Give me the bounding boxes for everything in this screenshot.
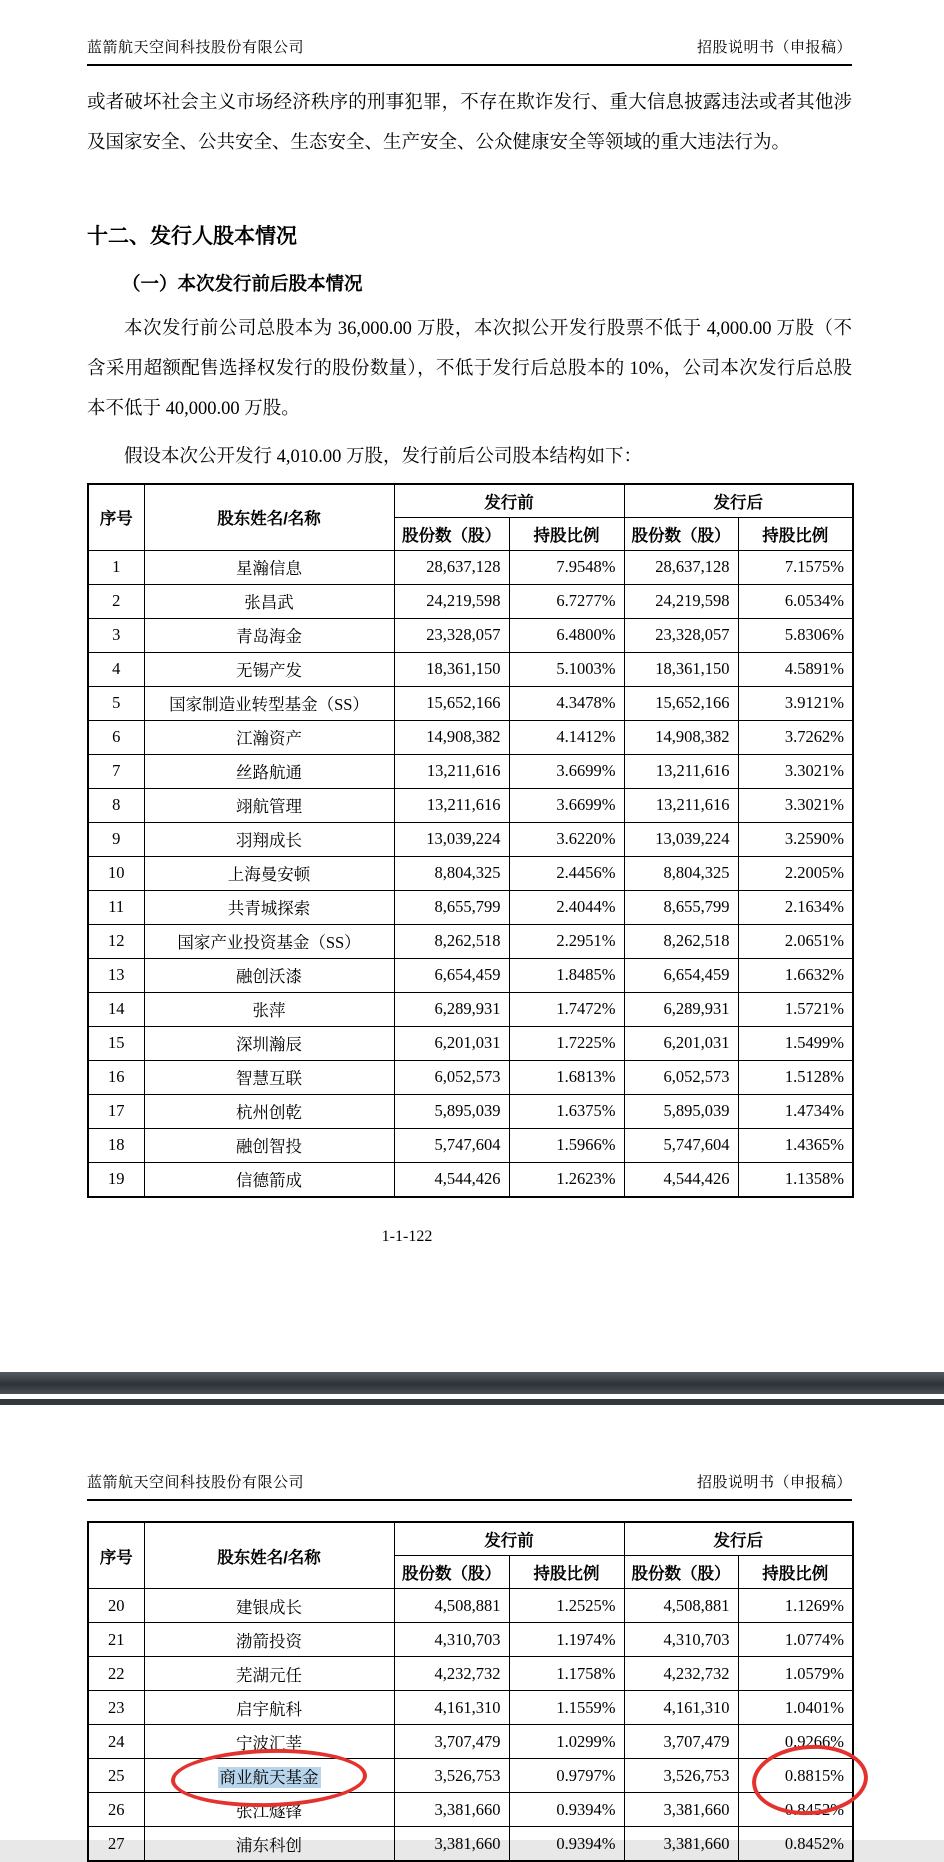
cell-pre-shares: 3,381,660	[394, 1793, 509, 1827]
cell-pre-ratio: 6.7277%	[509, 584, 624, 618]
cell-shareholder-name: 深圳瀚辰	[144, 1026, 394, 1060]
cell-post-ratio: 1.6632%	[738, 958, 853, 992]
cell-pre-ratio: 1.8485%	[509, 958, 624, 992]
cell-shareholder-name: 张江燧锋	[144, 1793, 394, 1827]
cell-post-shares: 23,328,057	[624, 618, 738, 652]
table-row	[88, 924, 853, 958]
cell-post-ratio: 3.3021%	[738, 754, 853, 788]
cell-post-ratio: 2.0651%	[738, 924, 853, 958]
cell-post-shares: 18,361,150	[624, 652, 738, 686]
cell-pre-shares: 8,655,799	[394, 890, 509, 924]
cell-post-shares: 15,652,166	[624, 686, 738, 720]
cell-index: 14	[88, 992, 144, 1026]
cell-shareholder-name: 国家产业投资基金（SS）	[144, 924, 394, 958]
col-header-shareholder: 股东姓名/名称	[144, 1522, 394, 1589]
cell-shareholder-name: 信德箭成	[144, 1162, 394, 1197]
cell-pre-ratio: 1.2623%	[509, 1162, 624, 1197]
cell-pre-ratio: 4.3478%	[509, 686, 624, 720]
cell-index: 18	[88, 1128, 144, 1162]
cell-index: 3	[88, 618, 144, 652]
cell-pre-shares: 8,262,518	[394, 924, 509, 958]
cell-shareholder-name: 星瀚信息	[144, 550, 394, 584]
cell-post-shares: 3,381,660	[624, 1827, 738, 1862]
cell-post-shares: 6,654,459	[624, 958, 738, 992]
table-row	[88, 1026, 853, 1060]
table-row	[88, 1725, 853, 1759]
cell-pre-ratio: 2.4456%	[509, 856, 624, 890]
cell-pre-shares: 18,361,150	[394, 652, 509, 686]
cell-pre-shares: 4,232,732	[394, 1657, 509, 1691]
cell-index: 13	[88, 958, 144, 992]
cell-index: 26	[88, 1793, 144, 1827]
cell-post-shares: 3,707,479	[624, 1725, 738, 1759]
section-title: 十二、发行人股本情况	[87, 224, 297, 248]
col-header-index: 序号	[88, 484, 144, 551]
cell-index: 7	[88, 754, 144, 788]
cell-pre-ratio: 1.2525%	[509, 1589, 624, 1623]
cell-post-ratio: 3.7262%	[738, 720, 853, 754]
col-header-post-ratio: 持股比例	[738, 517, 853, 550]
cell-post-shares: 4,232,732	[624, 1657, 738, 1691]
col-header-pre-ratio: 持股比例	[509, 517, 624, 550]
cell-pre-shares: 6,654,459	[394, 958, 509, 992]
table-row	[88, 1623, 853, 1657]
cell-post-shares: 3,381,660	[624, 1793, 738, 1827]
cell-shareholder-name: 青岛海金	[144, 618, 394, 652]
cell-pre-ratio: 4.1412%	[509, 720, 624, 754]
cell-shareholder-name: 融创智投	[144, 1128, 394, 1162]
cell-index: 17	[88, 1094, 144, 1128]
col-header-pre-issue: 发行前	[394, 484, 624, 518]
cell-index: 1	[88, 550, 144, 584]
cell-shareholder-name: 张萍	[144, 992, 394, 1026]
col-header-shareholder: 股东姓名/名称	[144, 484, 394, 551]
cell-post-ratio: 7.1575%	[738, 550, 853, 584]
cell-index: 5	[88, 686, 144, 720]
col-header-index: 序号	[88, 1522, 144, 1589]
cell-pre-ratio: 1.0299%	[509, 1725, 624, 1759]
cell-pre-shares: 24,219,598	[394, 584, 509, 618]
cell-post-shares: 28,637,128	[624, 550, 738, 584]
cell-post-ratio: 1.1269%	[738, 1589, 853, 1623]
cell-shareholder-name: 宁波汇莘	[144, 1725, 394, 1759]
table-header-row	[88, 1522, 853, 1556]
col-header-pre-shares: 股份数（股）	[394, 1556, 509, 1589]
cell-index: 2	[88, 584, 144, 618]
cell-pre-ratio: 0.9394%	[509, 1793, 624, 1827]
cell-pre-shares: 4,508,881	[394, 1589, 509, 1623]
cell-shareholder-name: 渤箭投资	[144, 1623, 394, 1657]
cell-index: 27	[88, 1827, 144, 1862]
cell-post-ratio: 2.1634%	[738, 890, 853, 924]
cell-shareholder-name	[144, 1759, 394, 1793]
table-row	[88, 618, 853, 652]
col-header-post-ratio: 持股比例	[738, 1556, 853, 1589]
intro-paragraph: 或者破坏社会主义市场经济秩序的刑事犯罪，不存在欺诈发行、重大信息披露违法或者其他涉及国家安全、公共安全、生态安全、生产安全、公众健康安全等领域的重大违法行为。	[87, 93, 852, 153]
shareholder-table-page1	[87, 483, 854, 1198]
cell-pre-ratio: 7.9548%	[509, 550, 624, 584]
cell-post-ratio: 0.8815%	[738, 1759, 853, 1793]
table-row	[88, 1128, 853, 1162]
table-row	[88, 754, 853, 788]
doc-type-label: 招股说明书（申报稿）	[696, 1475, 852, 1491]
cell-pre-ratio: 1.7225%	[509, 1026, 624, 1060]
page-header	[87, 0, 852, 66]
paragraph-assumption: 假设本次公开发行 4,010.00 万股，发行前后公司股本结构如下：	[124, 446, 643, 467]
cell-shareholder-name: 丝路航通	[144, 754, 394, 788]
cell-index: 6	[88, 720, 144, 754]
cell-post-ratio: 1.5721%	[738, 992, 853, 1026]
page-header	[87, 1405, 852, 1501]
cell-pre-ratio: 6.4800%	[509, 618, 624, 652]
table-row	[88, 720, 853, 754]
cell-post-ratio: 3.9121%	[738, 686, 853, 720]
cell-shareholder-name: 芜湖元任	[144, 1657, 394, 1691]
cell-post-ratio: 1.0774%	[738, 1623, 853, 1657]
selected-text-highlight: 商业航天基金	[219, 1767, 319, 1787]
cell-post-shares: 6,289,931	[624, 992, 738, 1026]
cell-pre-ratio: 3.6220%	[509, 822, 624, 856]
company-name: 蓝箭航天空间科技股份有限公司	[87, 40, 305, 56]
cell-post-ratio: 4.5891%	[738, 652, 853, 686]
cell-post-shares: 13,039,224	[624, 822, 738, 856]
cell-pre-ratio: 0.9797%	[509, 1759, 624, 1793]
cell-pre-ratio: 2.2951%	[509, 924, 624, 958]
cell-post-shares: 6,052,573	[624, 1060, 738, 1094]
cell-shareholder-name: 融创沃漆	[144, 958, 394, 992]
cell-post-shares: 13,211,616	[624, 754, 738, 788]
cell-pre-ratio: 1.6375%	[509, 1094, 624, 1128]
cell-post-ratio: 3.2590%	[738, 822, 853, 856]
cell-pre-shares: 5,747,604	[394, 1128, 509, 1162]
cell-shareholder-name: 智慧互联	[144, 1060, 394, 1094]
cell-index: 10	[88, 856, 144, 890]
cell-index: 22	[88, 1657, 144, 1691]
cell-pre-shares: 8,804,325	[394, 856, 509, 890]
table-row	[88, 1060, 853, 1094]
cell-post-ratio: 5.8306%	[738, 618, 853, 652]
cell-post-shares: 8,655,799	[624, 890, 738, 924]
cell-pre-ratio: 1.1559%	[509, 1691, 624, 1725]
cell-post-ratio: 1.0579%	[738, 1657, 853, 1691]
table-row	[88, 958, 853, 992]
cell-shareholder-name: 江瀚资产	[144, 720, 394, 754]
cell-pre-shares: 13,211,616	[394, 754, 509, 788]
cell-index: 16	[88, 1060, 144, 1094]
cell-post-ratio: 1.4365%	[738, 1128, 853, 1162]
cell-pre-ratio: 3.6699%	[509, 754, 624, 788]
cell-post-shares: 5,747,604	[624, 1128, 738, 1162]
cell-pre-shares: 4,161,310	[394, 1691, 509, 1725]
page-number: 1-1-122	[381, 1227, 433, 1245]
cell-shareholder-name: 无锡产发	[144, 652, 394, 686]
cell-pre-shares: 13,039,224	[394, 822, 509, 856]
cell-shareholder-name: 建银成长	[144, 1589, 394, 1623]
subsection-title: （一）本次发行前后股本情况	[122, 272, 363, 294]
cell-pre-shares: 4,544,426	[394, 1162, 509, 1197]
col-header-post-issue: 发行后	[624, 1522, 853, 1556]
cell-pre-ratio: 1.1758%	[509, 1657, 624, 1691]
document-page-2	[0, 1405, 944, 1862]
cell-post-shares: 8,262,518	[624, 924, 738, 958]
cell-pre-ratio: 3.6699%	[509, 788, 624, 822]
cell-post-shares: 4,310,703	[624, 1623, 738, 1657]
cell-pre-shares: 5,895,039	[394, 1094, 509, 1128]
cell-post-shares: 3,526,753	[624, 1759, 738, 1793]
cell-pre-ratio: 1.6813%	[509, 1060, 624, 1094]
col-header-post-shares: 股份数（股）	[624, 1556, 738, 1589]
cell-pre-ratio: 1.5966%	[509, 1128, 624, 1162]
table-row	[88, 1589, 853, 1623]
col-header-pre-issue: 发行前	[394, 1522, 624, 1556]
cell-index: 24	[88, 1725, 144, 1759]
cell-pre-shares: 6,052,573	[394, 1060, 509, 1094]
cell-pre-shares: 14,908,382	[394, 720, 509, 754]
cell-post-shares: 24,219,598	[624, 584, 738, 618]
table-row	[88, 1657, 853, 1691]
cell-shareholder-name: 张昌武	[144, 584, 394, 618]
cell-index: 4	[88, 652, 144, 686]
cell-shareholder-name: 上海曼安顿	[144, 856, 394, 890]
cell-post-shares: 4,161,310	[624, 1691, 738, 1725]
table-header-row	[88, 484, 853, 518]
cell-index: 21	[88, 1623, 144, 1657]
cell-pre-shares: 4,310,703	[394, 1623, 509, 1657]
cell-post-ratio: 0.8452%	[738, 1827, 853, 1862]
cell-pre-ratio: 2.4044%	[509, 890, 624, 924]
cell-index: 25	[88, 1759, 144, 1793]
cell-post-ratio: 1.5128%	[738, 1060, 853, 1094]
cell-post-ratio: 1.4734%	[738, 1094, 853, 1128]
cell-shareholder-name: 国家制造业转型基金（SS）	[144, 686, 394, 720]
cell-shareholder-name: 浦东科创	[144, 1827, 394, 1862]
table-row	[88, 1094, 853, 1128]
cell-pre-shares: 3,707,479	[394, 1725, 509, 1759]
cell-post-ratio: 1.5499%	[738, 1026, 853, 1060]
cell-post-ratio: 1.1358%	[738, 1162, 853, 1197]
cell-pre-ratio: 5.1003%	[509, 652, 624, 686]
cell-post-ratio: 0.9266%	[738, 1725, 853, 1759]
table-row	[88, 1759, 853, 1793]
table-row	[88, 1162, 853, 1197]
paragraph-share-capital: 本次发行前公司总股本为 36,000.00 万股，本次拟公开发行股票不低于 4,000.00 万股（不含采用超额配售选择权发行的股份数量），不低于发行后总股本的 10%，公司本次发行后总股本不低于 40,000.00 万股。	[87, 318, 852, 419]
cell-index: 9	[88, 822, 144, 856]
cell-index: 12	[88, 924, 144, 958]
cell-post-shares: 4,508,881	[624, 1589, 738, 1623]
cell-post-shares: 13,211,616	[624, 788, 738, 822]
cell-post-ratio: 6.0534%	[738, 584, 853, 618]
table-row	[88, 992, 853, 1026]
cell-pre-ratio: 0.9394%	[509, 1827, 624, 1862]
cell-index: 19	[88, 1162, 144, 1197]
doc-type-label: 招股说明书（申报稿）	[696, 40, 852, 56]
cell-post-shares: 14,908,382	[624, 720, 738, 754]
cell-post-ratio: 0.8452%	[738, 1793, 853, 1827]
cell-shareholder-name: 共青城探索	[144, 890, 394, 924]
cell-post-shares: 8,804,325	[624, 856, 738, 890]
cell-index: 20	[88, 1589, 144, 1623]
table-row	[88, 1827, 853, 1862]
cell-shareholder-name: 杭州创乾	[144, 1094, 394, 1128]
table-row	[88, 652, 853, 686]
table-row	[88, 822, 853, 856]
table-row	[88, 550, 853, 584]
table-row	[88, 686, 853, 720]
cell-post-ratio: 1.0401%	[738, 1691, 853, 1725]
cell-pre-ratio: 1.1974%	[509, 1623, 624, 1657]
cell-post-ratio: 3.3021%	[738, 788, 853, 822]
table-row	[88, 788, 853, 822]
cell-pre-shares: 6,201,031	[394, 1026, 509, 1060]
table-row	[88, 1793, 853, 1827]
cell-pre-shares: 13,211,616	[394, 788, 509, 822]
col-header-post-issue: 发行后	[624, 484, 853, 518]
page-separator-band	[0, 1372, 944, 1394]
cell-pre-shares: 3,381,660	[394, 1827, 509, 1862]
col-header-pre-shares: 股份数（股）	[394, 517, 509, 550]
cell-index: 15	[88, 1026, 144, 1060]
table-row	[88, 890, 853, 924]
table-row	[88, 584, 853, 618]
company-name: 蓝箭航天空间科技股份有限公司	[87, 1475, 305, 1491]
cell-pre-shares: 6,289,931	[394, 992, 509, 1026]
cell-pre-shares: 15,652,166	[394, 686, 509, 720]
cell-shareholder-name: 启宇航科	[144, 1691, 394, 1725]
shareholder-table-page2	[87, 1521, 854, 1862]
cell-pre-shares: 23,328,057	[394, 618, 509, 652]
cell-post-shares: 4,544,426	[624, 1162, 738, 1197]
cell-pre-ratio: 1.7472%	[509, 992, 624, 1026]
cell-shareholder-name: 羽翔成长	[144, 822, 394, 856]
col-header-pre-ratio: 持股比例	[509, 1556, 624, 1589]
cell-index: 23	[88, 1691, 144, 1725]
cell-pre-shares: 3,526,753	[394, 1759, 509, 1793]
cell-shareholder-name: 翊航管理	[144, 788, 394, 822]
cell-post-ratio: 2.2005%	[738, 856, 853, 890]
cell-index: 11	[88, 890, 144, 924]
table-row	[88, 856, 853, 890]
cell-index: 8	[88, 788, 144, 822]
cell-post-shares: 5,895,039	[624, 1094, 738, 1128]
col-header-post-shares: 股份数（股）	[624, 517, 738, 550]
cell-post-shares: 6,201,031	[624, 1026, 738, 1060]
table-row	[88, 1691, 853, 1725]
cell-pre-shares: 28,637,128	[394, 550, 509, 584]
